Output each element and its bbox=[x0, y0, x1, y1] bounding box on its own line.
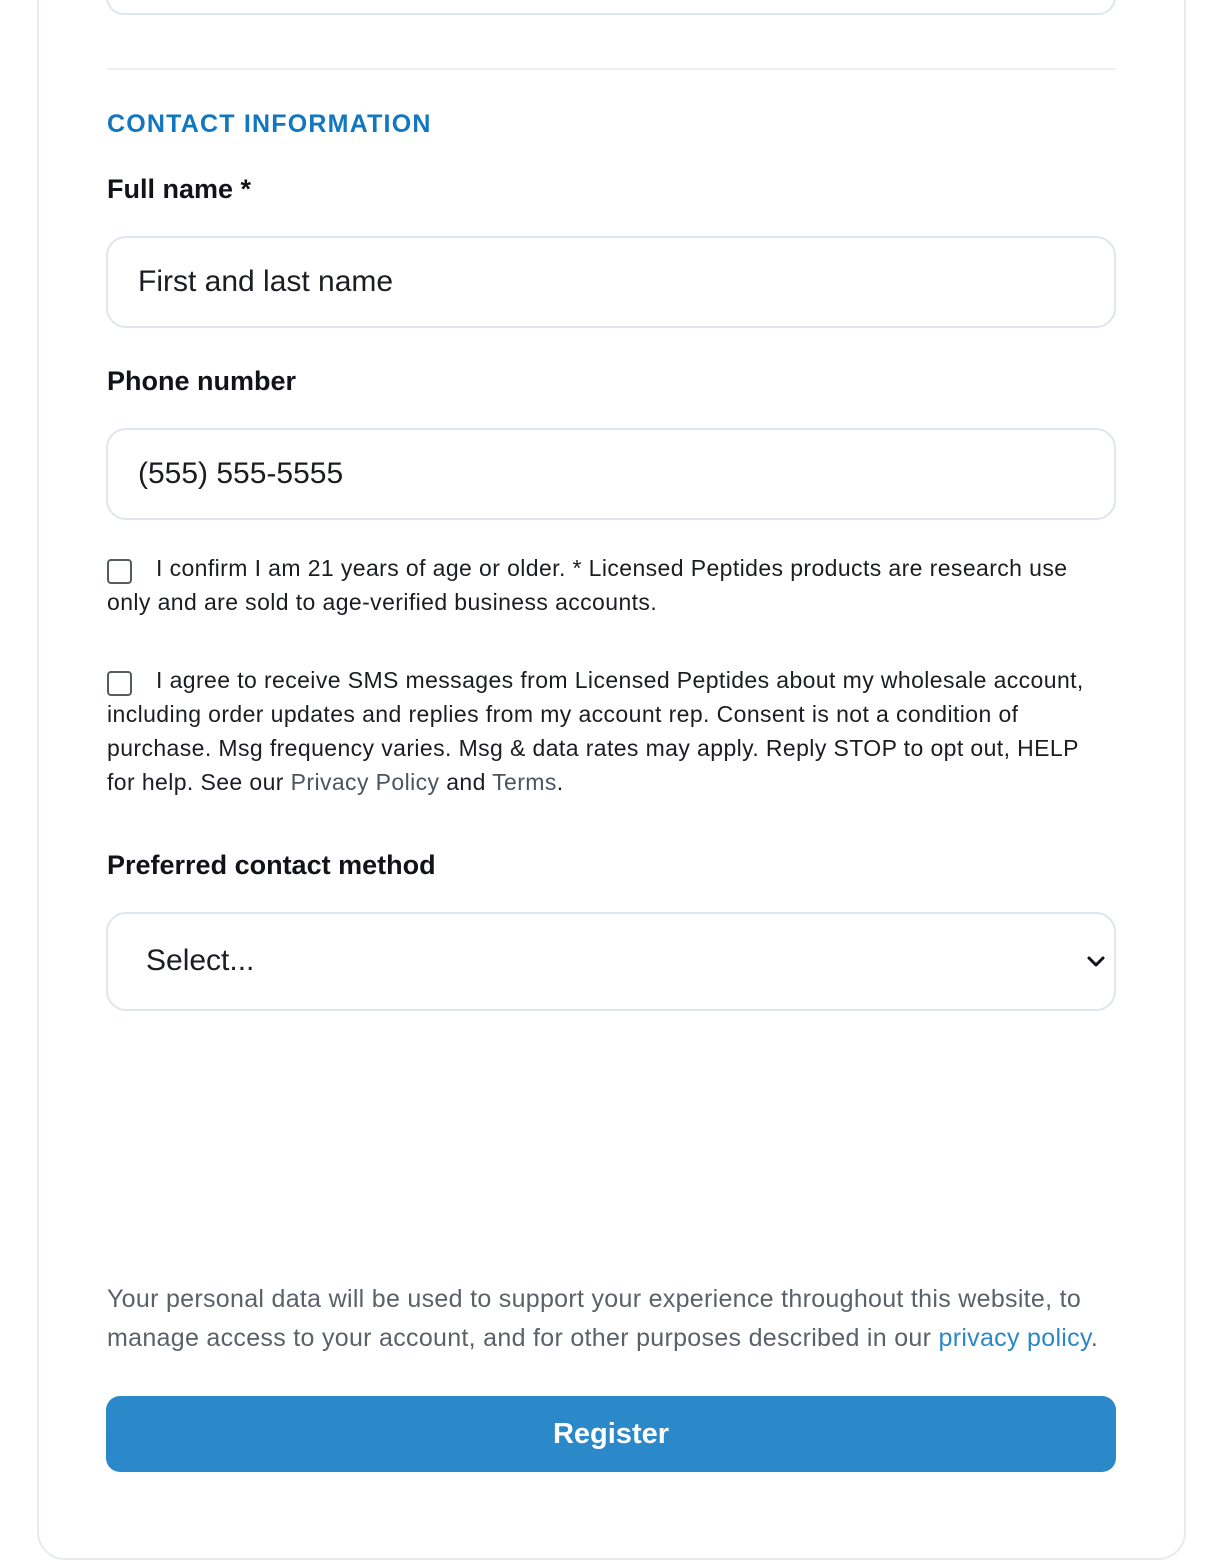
contact-method-select[interactable] bbox=[106, 912, 1116, 1011]
age-confirm-text: I confirm I am 21 years of age or older. * Licensed Peptides products are research use only and are sold to age-verified business accounts. bbox=[107, 555, 1068, 615]
chevron-down-icon bbox=[1086, 952, 1106, 972]
privacy-note bbox=[107, 1280, 1107, 1358]
full-name-input[interactable] bbox=[106, 236, 1116, 328]
register-button[interactable]: Register bbox=[106, 1396, 1116, 1472]
sms-consent-checkbox[interactable] bbox=[107, 671, 132, 696]
contact-method-label: Preferred contact method bbox=[107, 850, 436, 880]
sms-end-text: . bbox=[556, 769, 564, 795]
privacy-policy-footer-link[interactable]: privacy policy bbox=[938, 1324, 1091, 1352]
terms-link[interactable]: Terms bbox=[492, 769, 557, 795]
age-confirm-row bbox=[107, 551, 1092, 619]
full-name-label: Full name * bbox=[107, 174, 252, 204]
privacy-note-end: . bbox=[1090, 1324, 1099, 1352]
phone-label: Phone number bbox=[107, 366, 297, 396]
previous-input-field[interactable] bbox=[106, 0, 1116, 15]
age-confirm-checkbox[interactable] bbox=[107, 559, 132, 584]
sms-consent-row bbox=[107, 663, 1092, 799]
sms-consent-text: I agree to receive SMS messages from Licensed Peptides about my wholesale account, including order updates and replies from my account rep. Consent is not a condition of purchase. Msg frequency varies. Msg & data rates may apply. Reply STOP to opt out, HELP for help. See our bbox=[107, 667, 1084, 795]
phone-input[interactable] bbox=[106, 428, 1116, 520]
privacy-note-text: Your personal data will be used to support your experience throughout this website, to manage access to your account, and for other purposes described in our bbox=[107, 1285, 1082, 1352]
contact-method-selected-value: Select... bbox=[146, 944, 255, 977]
section-divider bbox=[107, 68, 1116, 70]
privacy-policy-link[interactable]: Privacy Policy bbox=[290, 769, 440, 795]
sms-and-text: and bbox=[439, 769, 493, 795]
section-title: CONTACT INFORMATION bbox=[107, 110, 432, 138]
